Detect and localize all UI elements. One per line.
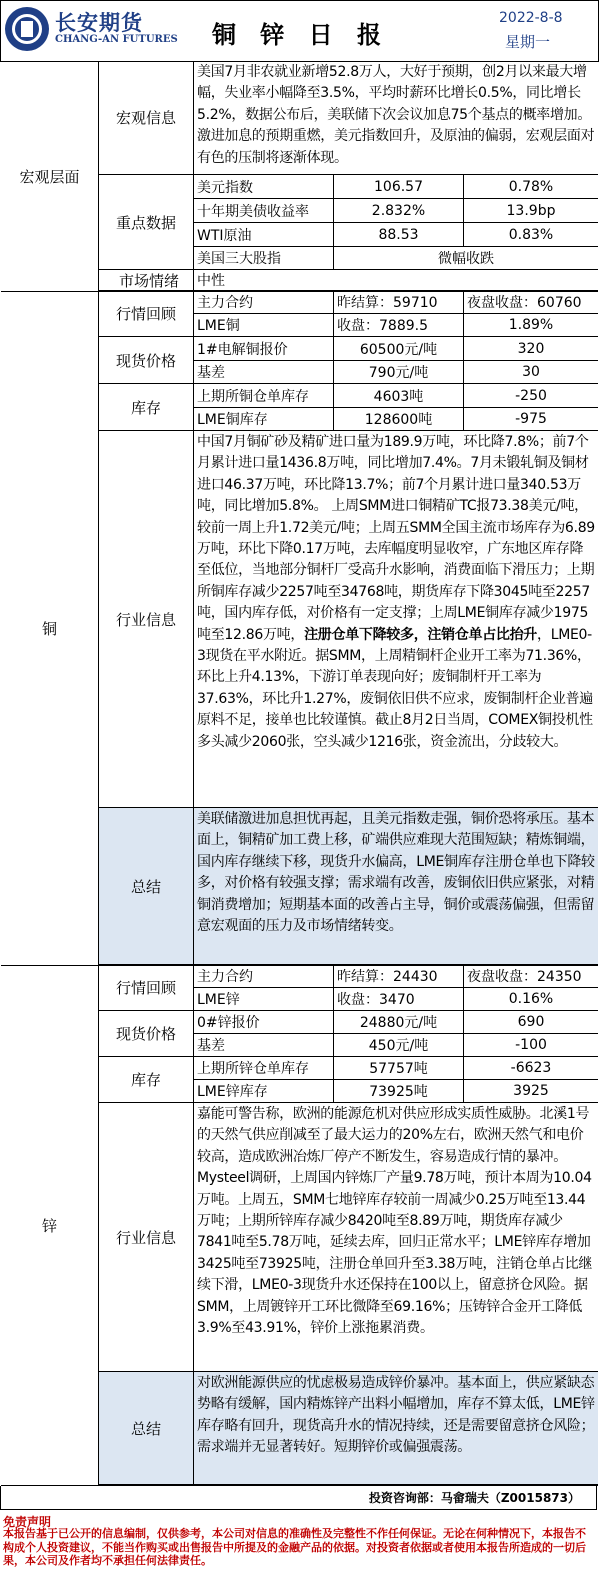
- copper-spot-name: 1#电解铜报价: [194, 337, 334, 360]
- zinc-basis-value: 450元/吨: [334, 1034, 464, 1056]
- copper-lme-name: LME铜: [194, 314, 334, 336]
- copper-lme-inventory-change: -975: [515, 411, 547, 427]
- copper-lme-close: 收盘：7889.5: [334, 314, 464, 336]
- analyst-credit: 投资咨询部：马畲瑞夫（Z0015873）: [0, 1486, 597, 1510]
- key-data-change: 0.83%: [508, 226, 554, 243]
- copper-shfe-warrant-row: [194, 384, 598, 408]
- copper-inventory-label: 库存: [99, 384, 194, 431]
- zinc-shfe-warrant-name: 上期所锌仓单库存: [194, 1057, 334, 1079]
- report-date: 2022-8-8: [499, 10, 563, 26]
- copper-lme-inventory-value: 128600吨: [334, 408, 464, 430]
- copper-shfe-warrant-value: 4603吨: [334, 384, 464, 407]
- zinc-lme-inventory-change: 3925: [513, 1083, 549, 1099]
- copper-industry-text-part: 中国7月铜矿砂及精矿进口量为189.9万吨，环比降7.8%；前7个月累计进口量1436.8万吨，同比增加7.4%。7月未锻轧铜及铜材进口46.37万吨，环比降13.7%；前7个月累计进口量340.53万吨，同比增加5.8%。 上周SMM进口铜精矿TC报73.38美元/吨，较前一周上升1.72美元/吨；上周五SMM全国主流市场库存为6.89万吨，环比下降0.17万吨，去库幅度明显收窄，广东地区库存降至低位，当地部分铜杆厂受高升水影响，消费面临下滑压力；上期所铜库存减少2257吨至34768吨，期货库存下降3045吨至2257吨，国内库存低，对价格有一定支撑；上周LME铜库存减少1975吨至12.86万吨，: [197, 434, 595, 643]
- zinc-quote-label: 行情回顾: [99, 965, 194, 1011]
- zinc-settle: 昨结算：24430: [334, 965, 464, 987]
- zinc-shfe-warrant-value: 57757吨: [334, 1057, 464, 1079]
- sentiment-row: [194, 270, 598, 291]
- key-data-row: [194, 175, 598, 199]
- zinc-spot-row: [194, 1011, 598, 1034]
- zinc-lme-close: 收盘：3470: [334, 988, 464, 1010]
- zinc-section-label: 锌: [1, 965, 99, 1485]
- zinc-industry-text: 嘉能可警告称，欧洲的能源危机对供应形成实质性威胁。北溪1号的天然气供应削减至了最大运力的20%左右，欧洲天然气和电价较高，造成欧洲冶炼厂停产不断发生，容易造成行情的暴冲。Mysteel调研，上周国内锌炼厂产量9.78万吨，预计本周为10.04万吨。上周五，SMM七地锌库存较前一周减少0.25万吨至13.44万吨；上期所锌库存减少8420吨至8.89万吨，期货库存减少7841吨至5.78万吨，延续去库，回归正常水平；LME锌库存增加3425吨至73925吨，注册仓单回升至3.38万吨，注销仓单占比继续下滑，LME0-3现货升水还保持在100以上，留意挤仓风险。据SMM，上周镀锌开工环比微降至69.16%；压铸锌合金开工降低3.9%至43.91%，锌价上涨拖累消费。: [194, 1103, 598, 1372]
- zinc-main-contract-row: [194, 965, 598, 988]
- zinc-summary-text: 对欧洲能源供应的忧虑极易造成锌价暴冲。基本面上，供应紧缺态势略有缓解，国内精炼锌产出料小幅增加，库存不算太低，LME锌库存略有回升，现货高升水的情况持续，还是需要留意挤仓风险；需求端并无显著转好。短期锌价或偏强震荡。: [194, 1372, 598, 1485]
- zinc-spot-change: 690: [517, 1014, 545, 1030]
- zinc-lme-row: [194, 988, 598, 1011]
- zinc-lme-name: LME锌: [194, 988, 334, 1010]
- company-name-en: CHANG-AN FUTURES: [55, 34, 178, 45]
- copper-spot-price: 60500元/吨: [334, 337, 464, 360]
- stocks-name: 美国三大股指: [194, 247, 334, 269]
- copper-night-close: 夜盘收盘：60760: [467, 295, 582, 311]
- zinc-lme-inventory-value: 73925吨: [334, 1080, 464, 1102]
- copper-summary-label: 总结: [99, 808, 194, 965]
- zinc-basis-change: -100: [515, 1037, 547, 1053]
- copper-shfe-warrant-name: 上期所铜仓单库存: [194, 384, 334, 407]
- zinc-shfe-warrant-row: [194, 1057, 598, 1080]
- copper-basis-change: 30: [522, 364, 540, 380]
- zinc-spot-label: 现货价格: [99, 1011, 194, 1057]
- key-data-value: 106.57: [334, 175, 464, 198]
- copper-lme-inventory-name: LME铜库存: [194, 408, 334, 430]
- key-data-value: 2.832%: [334, 199, 464, 222]
- copper-lme-change: 1.89%: [508, 317, 554, 333]
- key-data-name: 美元指数: [194, 175, 334, 198]
- disclaimer-title: 免责声明: [3, 1515, 52, 1529]
- copper-quote-label: 行情回顾: [99, 291, 194, 337]
- copper-basis-row: [194, 361, 598, 384]
- copper-main-contract-row: [194, 291, 598, 314]
- stocks-value: 微幅收跌: [438, 251, 494, 267]
- macro-section-label: 宏观层面: [1, 61, 99, 291]
- zinc-spot-price: 24880元/吨: [334, 1011, 464, 1033]
- copper-industry-text-part: ，LME0-3现货在平水附近。据SMM，上周精铜杆企业开工率为71.36%，环比上升4.13%，下游订单表现向好；废铜制杆开工率为37.63%，环比升1.27%，废铜依旧供不应求，废铜制杆企业普遍原料不足，接单也比较谨慎。截止8月2日当周，COMEX铜投机性多头减少2060张，空头减少1216张，资金流出，分歧较大。: [197, 626, 593, 750]
- copper-section-label: 铜: [1, 291, 99, 965]
- key-data-value: 88.53: [334, 223, 464, 246]
- copper-basis-value: 790元/吨: [334, 361, 464, 383]
- copper-industry-label: 行业信息: [99, 431, 194, 808]
- zinc-summary-label: 总结: [99, 1372, 194, 1485]
- copper-industry-text: [194, 431, 598, 808]
- stocks-row: [194, 247, 598, 270]
- report-weekday: 星期一: [505, 33, 551, 51]
- zinc-spot-name: 0#锌报价: [194, 1011, 334, 1033]
- zinc-basis-name: 基差: [194, 1034, 334, 1056]
- zinc-main-contract: 主力合约: [194, 965, 334, 987]
- macro-info-label: 宏观信息: [99, 61, 194, 175]
- copper-settle: 昨结算：59710: [334, 291, 464, 313]
- sentiment-value: 中性: [197, 273, 225, 289]
- zinc-lme-inventory-row: [194, 1080, 598, 1103]
- disclaimer-text: 本报告基于已公开的信息编制，仅供参考，本公司对信息的准确性及完整性不作任何保证。无论在何种情况下，本报告不构成个人投资建议，不能当作购买或出售报告中所提及的金融产品的依据。对投资者依据或者使用本报告所造成的一切后果，本公司及作者均不承担任何法律责任。: [3, 1527, 586, 1567]
- key-data-name: WTI原油: [194, 223, 334, 246]
- copper-basis-name: 基差: [194, 361, 334, 383]
- copper-spot-row: [194, 337, 598, 361]
- zinc-night-close: 夜盘收盘：24350: [467, 969, 582, 985]
- macro-info-text: 美国7月非农就业新增52.8万人，大好于预期，创2月以来最大增幅，失业率小幅降至3.5%，平均时薪环比增长0.5%，同比增长5.2%，数据公布后，美联储下次会议加息75个基点的概率增加。激进加息的预期重燃，美元指数回升，及原油的偏弱，宏观层面对有色的压制将逐渐体现。: [194, 61, 598, 175]
- copper-shfe-warrant-change: -250: [515, 387, 547, 404]
- key-data-row: [194, 199, 598, 223]
- zinc-lme-inventory-name: LME锌库存: [194, 1080, 334, 1102]
- zinc-industry-label: 行业信息: [99, 1103, 194, 1372]
- key-data-change: 13.9bp: [506, 202, 556, 219]
- copper-industry-text-highlight: 注册仓单下降较多，注销仓单占比抬升: [304, 626, 537, 643]
- report-header: [0, 0, 599, 62]
- key-data-name: 十年期美债收益率: [194, 199, 334, 222]
- zinc-inventory-label: 库存: [99, 1057, 194, 1103]
- zinc-shfe-warrant-change: -6623: [510, 1060, 552, 1076]
- report-title: 铜 锌 日 报: [211, 21, 390, 49]
- sentiment-label: 市场情绪: [99, 270, 194, 291]
- copper-spot-change: 320: [517, 340, 545, 357]
- copper-summary-text: 美联储激进加息担忧再起，且美元指数走强，铜价恐将承压。基本面上，铜精矿加工费上移，矿端供应难现大范围短缺；精炼铜端，国内库存继续下移，现货升水偏高，LME铜库存注册仓单也下降较多，对价格有较强支撑；需求端有改善，废铜依旧供应紧张，对精铜消费增加；短期基本面的改善占主导，铜价或震荡偏强，但需留意宏观面的压力及市场情绪转变。: [194, 808, 598, 965]
- copper-lme-inventory-row: [194, 408, 598, 431]
- key-data-label: 重点数据: [99, 175, 194, 270]
- copper-main-contract: 主力合约: [194, 291, 334, 313]
- key-data-change: 0.78%: [508, 178, 554, 195]
- copper-spot-label: 现货价格: [99, 337, 194, 384]
- company-name-cn: 长安期货: [55, 11, 143, 35]
- key-data-row: [194, 223, 598, 247]
- zinc-lme-change: 0.16%: [508, 991, 554, 1007]
- copper-lme-row: [194, 314, 598, 337]
- zinc-basis-row: [194, 1034, 598, 1057]
